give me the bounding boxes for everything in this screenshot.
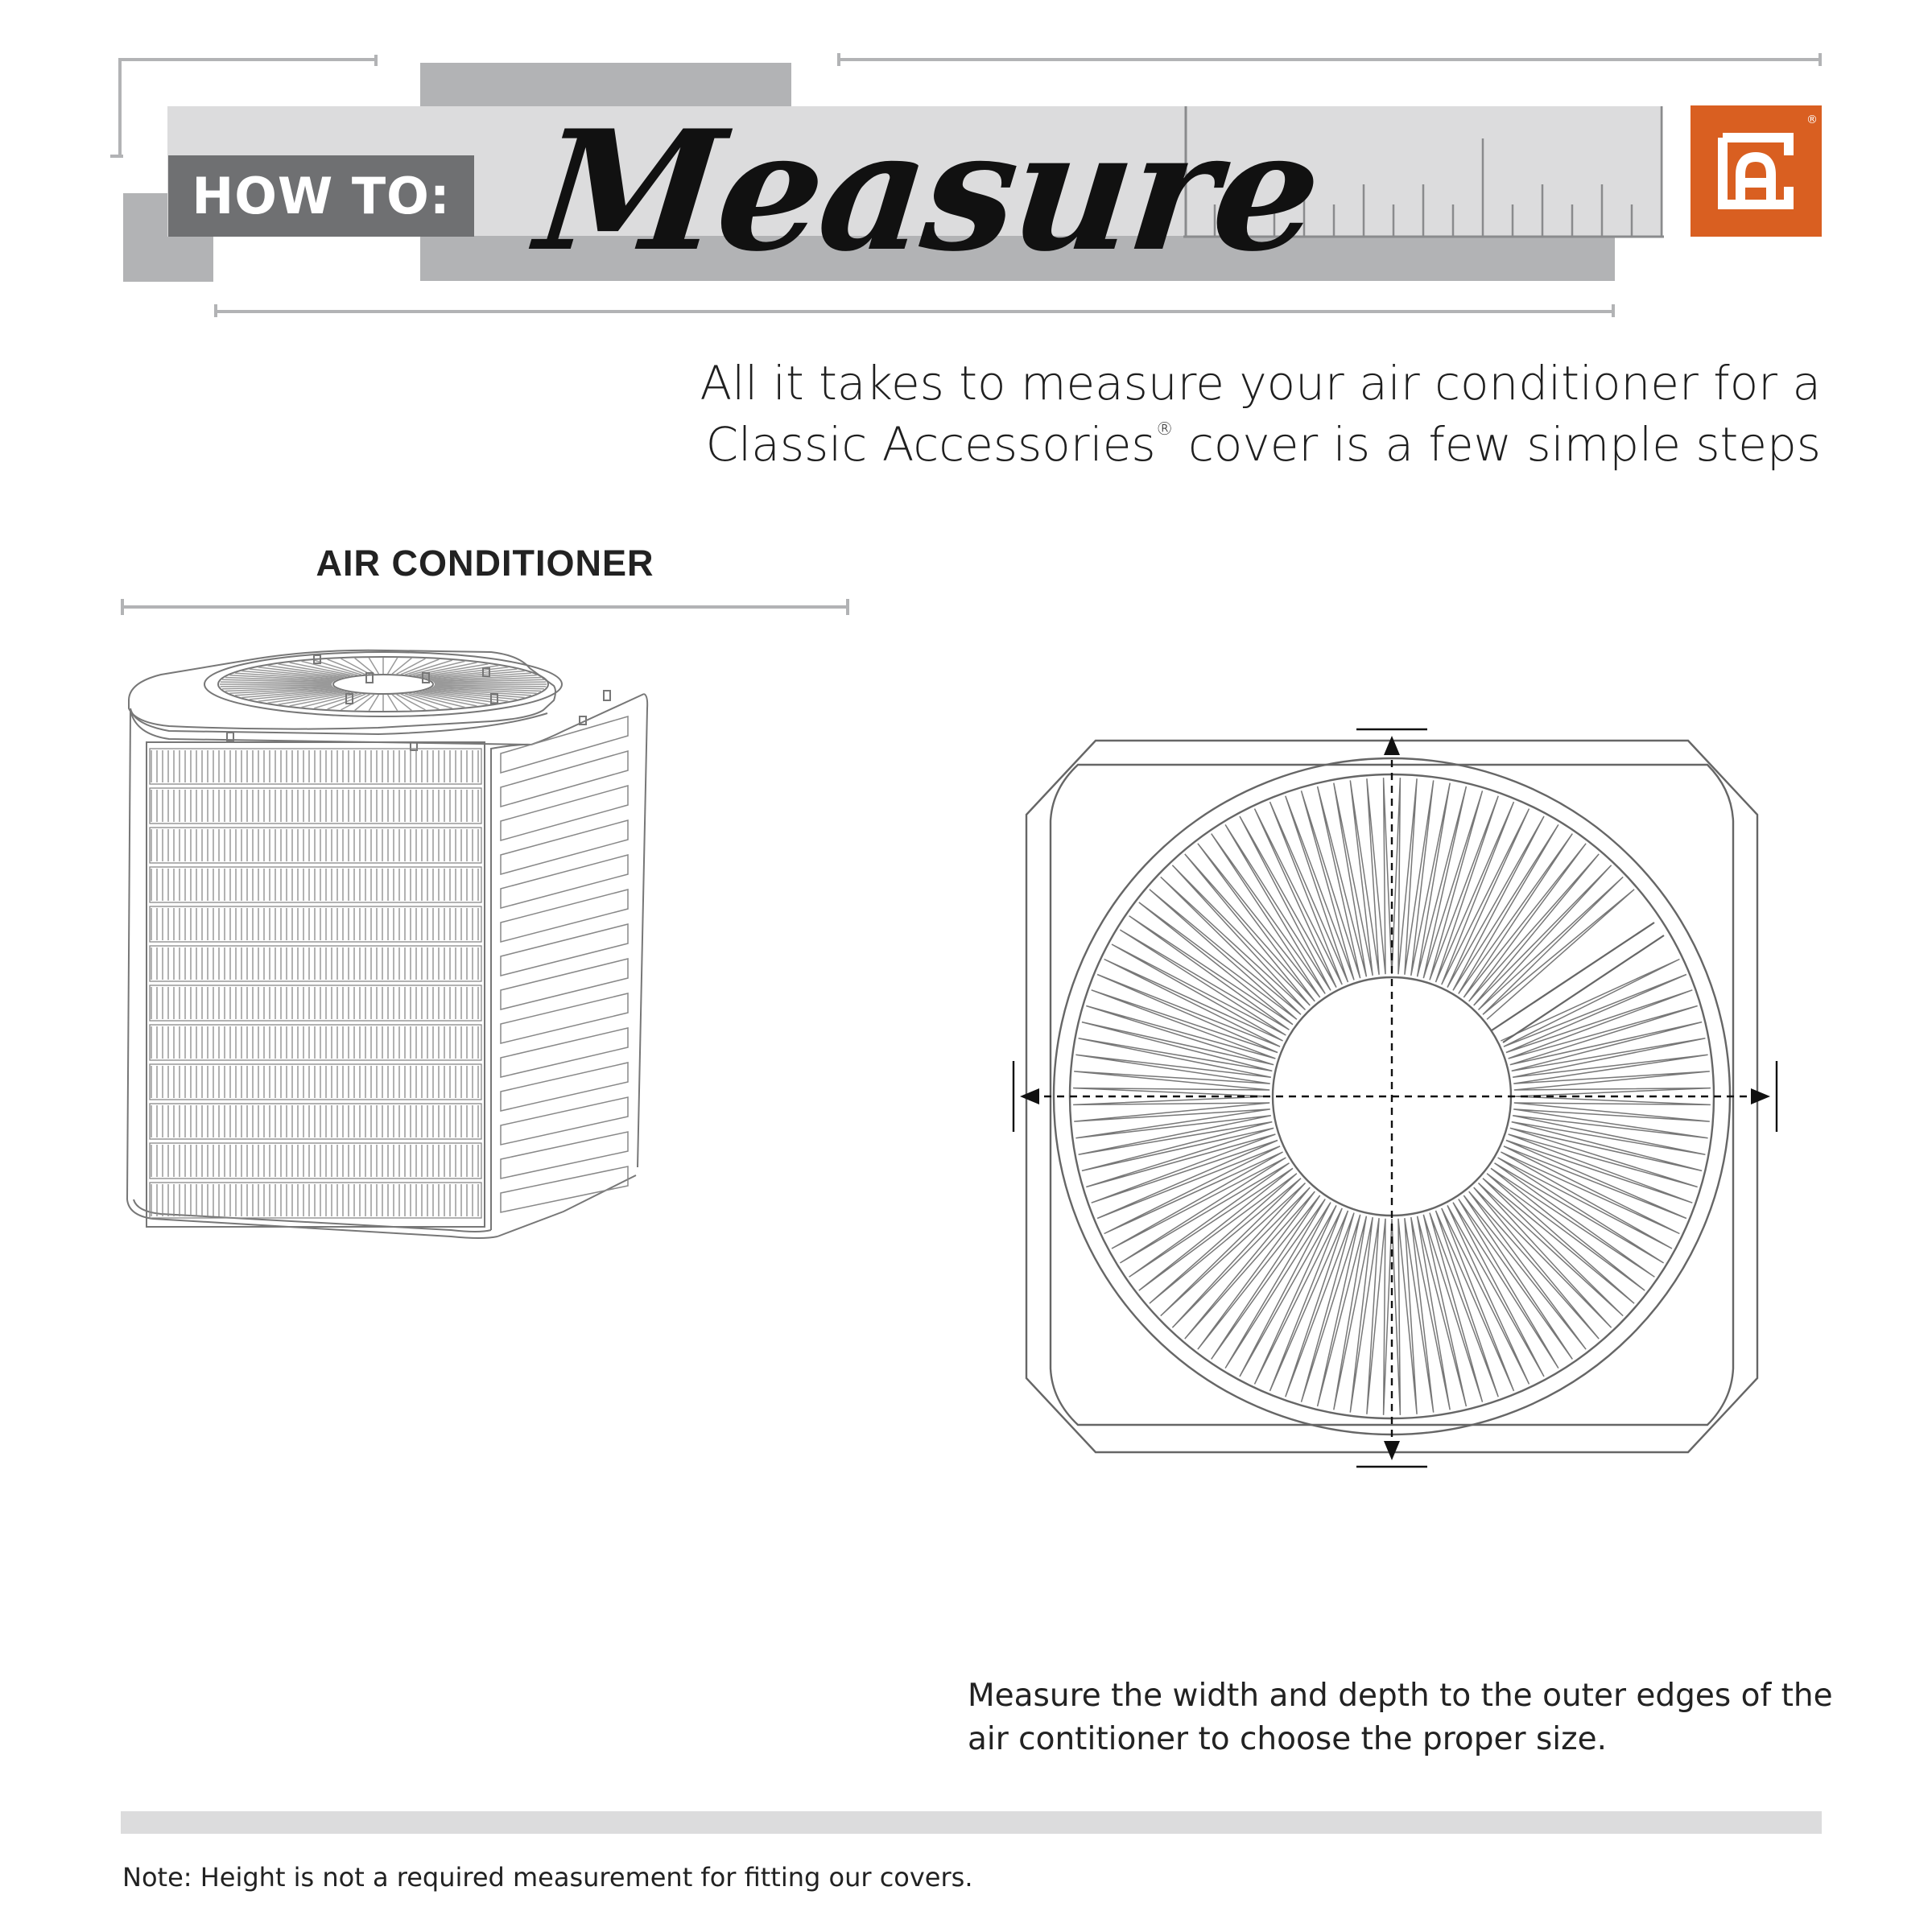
banner-line-left-vertical	[118, 58, 122, 156]
section-underline	[121, 605, 849, 609]
arrow-up-icon	[1384, 736, 1400, 755]
banner-tick-bottom-a	[214, 304, 217, 317]
arrow-down-icon	[1384, 1441, 1400, 1460]
footer-divider	[121, 1811, 1822, 1834]
measure-instruction: Measure the width and depth to the outer edges of the air contitioner to choose the proper size.	[968, 1678, 1833, 1757]
banner-line-bottom	[214, 310, 1615, 313]
banner-line-top-left	[118, 58, 378, 61]
classic-accessories-ca-logo-icon	[1690, 105, 1822, 237]
arrow-left-icon	[1020, 1088, 1039, 1104]
section-title: AIR CONDITIONER	[316, 543, 654, 584]
registered-mark: ®	[1155, 419, 1174, 440]
footnote: Note: Height is not a required measurement for fitting our covers.	[122, 1862, 973, 1893]
intro-line-2	[613, 414, 1821, 475]
howto-label: HOW TO:	[168, 155, 474, 237]
intro-line-2-rest: cover is a few simple steps	[1173, 417, 1821, 472]
banner-tick-bottom-b	[1612, 304, 1615, 317]
section-underline-tick-right	[846, 599, 849, 615]
arrow-right-icon	[1751, 1088, 1770, 1104]
svg-text:®: ®	[1806, 114, 1818, 126]
brand-logo	[1690, 105, 1822, 237]
banner-line-top-right	[837, 58, 1822, 61]
page-title: Measure	[529, 95, 1327, 288]
intro-line-1: All it takes to measure your air conditioner for a	[700, 356, 1821, 411]
section-underline-tick-left	[121, 599, 124, 615]
banner-tick-top-left	[374, 55, 378, 66]
banner-tick-top-right-b	[1818, 53, 1822, 66]
air-conditioner-illustration	[113, 644, 660, 1256]
banner-tick-left	[110, 155, 123, 158]
top-view-diagram	[1010, 724, 1791, 1489]
intro-brand-name: Classic Accessories	[705, 417, 1156, 472]
banner-tick-top-right-a	[837, 53, 840, 66]
intro-text	[613, 353, 1821, 475]
